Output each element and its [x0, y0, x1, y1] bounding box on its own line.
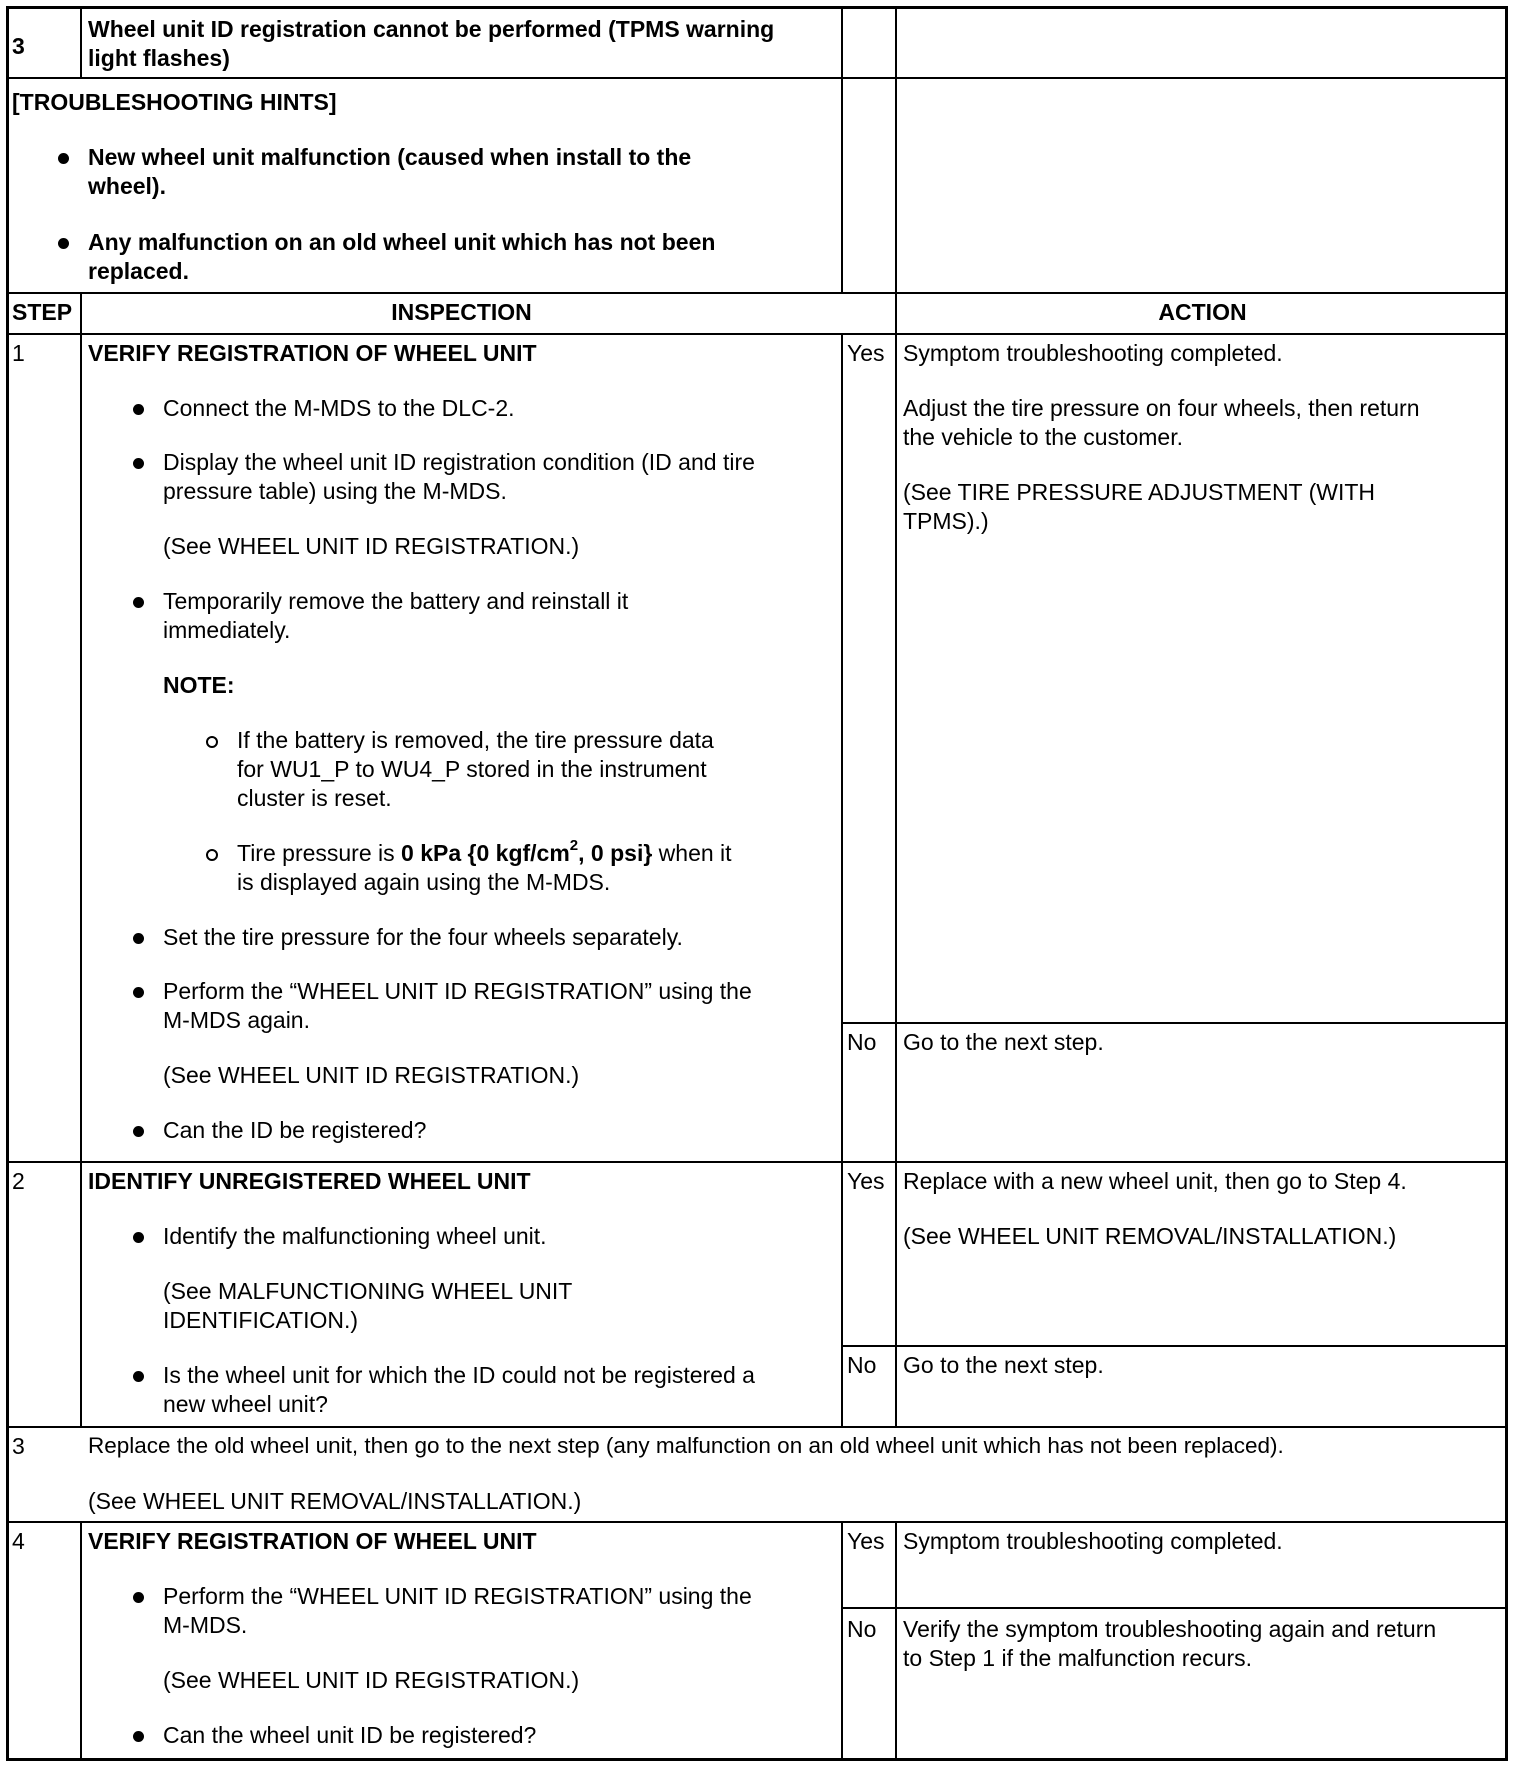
bullet-icon [133, 1232, 144, 1243]
inspection-item-cont: M-MDS again. [163, 1007, 310, 1033]
reference-text: (See MALFUNCTIONING WHEEL UNIT [163, 1278, 573, 1304]
step-instruction: Replace the old wheel unit, then go to the next step (any malfunction on an old wheel unit which has not been replaced). [88, 1433, 1284, 1458]
answer-yes: Yes [847, 1528, 885, 1554]
rule [6, 292, 1508, 294]
rule [841, 333, 843, 1426]
step-title: IDENTIFY UNREGISTERED WHEEL UNIT [88, 1168, 531, 1194]
circle-bullet-icon [206, 736, 218, 748]
inspection-item-cont: immediately. [163, 617, 291, 643]
note-item: If the battery is removed, the tire pressure data [237, 727, 714, 753]
inspection-item: Connect the M-MDS to the DLC-2. [163, 395, 515, 421]
rule [6, 333, 1508, 335]
rule [80, 1521, 82, 1761]
inspection-question: Can the wheel unit ID be registered? [163, 1722, 537, 1748]
hint-item: Any malfunction on an old wheel unit which has not been [88, 229, 716, 255]
bullet-icon [133, 1371, 144, 1382]
bullet-icon [133, 404, 144, 415]
inspection-question: Is the wheel unit for which the ID could not be registered a [163, 1362, 755, 1388]
action-text: Replace with a new wheel unit, then go to Step 4. [903, 1168, 1407, 1194]
step-number: 4 [12, 1528, 25, 1554]
hint-item-cont: wheel). [88, 173, 166, 199]
bullet-icon [133, 933, 144, 944]
step-title: VERIFY REGISTRATION OF WHEEL UNIT [88, 1528, 537, 1554]
rule [6, 1521, 1508, 1523]
action-reference-cont: TPMS).) [903, 508, 989, 534]
rule [841, 1521, 843, 1761]
column-header-step: STEP [12, 299, 73, 325]
action-reference: (See WHEEL UNIT REMOVAL/INSTALLATION.) [903, 1223, 1397, 1249]
reference-text: (See WHEEL UNIT ID REGISTRATION.) [163, 533, 580, 559]
rule [841, 1022, 1508, 1024]
action-text-cont: the vehicle to the customer. [903, 424, 1183, 450]
inspection-item: Display the wheel unit ID registration condition (ID and tire [163, 449, 755, 475]
reference-text: (See WHEEL UNIT REMOVAL/INSTALLATION.) [88, 1488, 582, 1514]
reference-text-cont: IDENTIFICATION.) [163, 1307, 359, 1333]
rule [6, 1161, 1508, 1163]
action-text-cont: to Step 1 if the malfunction recurs. [903, 1645, 1253, 1671]
inspection-question: Can the ID be registered? [163, 1117, 427, 1143]
note-item-cont: cluster is reset. [237, 785, 392, 811]
inspection-item: Set the tire pressure for the four wheels separately. [163, 924, 683, 950]
inspection-item: Perform the “WHEEL UNIT ID REGISTRATION” using the [163, 1583, 752, 1609]
rule [80, 292, 82, 1426]
step-number: 1 [12, 340, 25, 366]
reference-text: (See WHEEL UNIT ID REGISTRATION.) [163, 1667, 580, 1693]
bullet-icon [133, 597, 144, 608]
hint-item-cont: replaced. [88, 258, 189, 284]
rule [6, 1426, 1508, 1428]
action-text: Symptom troubleshooting completed. [903, 340, 1283, 366]
action-text: Adjust the tire pressure on four wheels, then return [903, 395, 1420, 421]
note-item-cont: for WU1_P to WU4_P stored in the instrument [237, 756, 707, 782]
note-item: Tire pressure is 0 kPa {0 kgf/$cm^2$, 0 psi} when it [237, 837, 732, 866]
bullet-icon [133, 1731, 144, 1742]
rule [841, 1607, 1508, 1609]
answer-yes: Yes [847, 1168, 885, 1194]
symptom-title-cont: light flashes) [88, 45, 230, 71]
bullet-icon [133, 987, 144, 998]
inspection-item: Identify the malfunctioning wheel unit. [163, 1223, 547, 1249]
rule [895, 292, 897, 1426]
rule [841, 1345, 1508, 1347]
reference-text: (See WHEEL UNIT ID REGISTRATION.) [163, 1062, 580, 1088]
column-header-inspection: INSPECTION [391, 299, 532, 325]
rule [895, 6, 897, 292]
step-title: VERIFY REGISTRATION OF WHEEL UNIT [88, 340, 537, 366]
action-reference: (See TIRE PRESSURE ADJUSTMENT (WITH [903, 479, 1375, 505]
troubleshooting-table [6, 6, 1508, 1761]
answer-no: No [847, 1352, 877, 1378]
symptom-number: 3 [12, 33, 25, 59]
note-item-cont: is displayed again using the M-MDS. [237, 869, 611, 895]
bullet-icon [133, 458, 144, 469]
inspection-item-cont: M-MDS. [163, 1612, 248, 1638]
hints-label: [TROUBLESHOOTING HINTS] [12, 89, 337, 115]
answer-yes: Yes [847, 340, 885, 366]
step-number: 3 [12, 1433, 25, 1459]
rule [841, 6, 843, 292]
bullet-icon [133, 1592, 144, 1603]
bullet-icon [58, 153, 69, 164]
inspection-item: Perform the “WHEEL UNIT ID REGISTRATION” using the [163, 978, 752, 1004]
answer-no: No [847, 1029, 877, 1055]
action-text: Symptom troubleshooting completed. [903, 1528, 1283, 1554]
step-number: 2 [12, 1168, 25, 1194]
rule [6, 77, 1508, 79]
note-label: NOTE: [163, 672, 235, 698]
symptom-title: Wheel unit ID registration cannot be performed (TPMS warning [88, 16, 775, 42]
circle-bullet-icon [206, 849, 218, 861]
rule [80, 6, 82, 77]
bullet-icon [133, 1126, 144, 1137]
action-text: Verify the symptom troubleshooting again and return [903, 1616, 1437, 1642]
inspection-item-cont: pressure table) using the M-MDS. [163, 478, 507, 504]
answer-no: No [847, 1616, 877, 1642]
action-text: Go to the next step. [903, 1352, 1104, 1378]
bullet-icon [58, 238, 69, 249]
action-text: Go to the next step. [903, 1029, 1104, 1055]
column-header-action: ACTION [1158, 299, 1247, 325]
inspection-question-cont: new wheel unit? [163, 1391, 328, 1417]
rule [895, 1521, 897, 1761]
hint-item: New wheel unit malfunction (caused when install to the [88, 144, 692, 170]
inspection-item: Temporarily remove the battery and reinstall it [163, 588, 629, 614]
